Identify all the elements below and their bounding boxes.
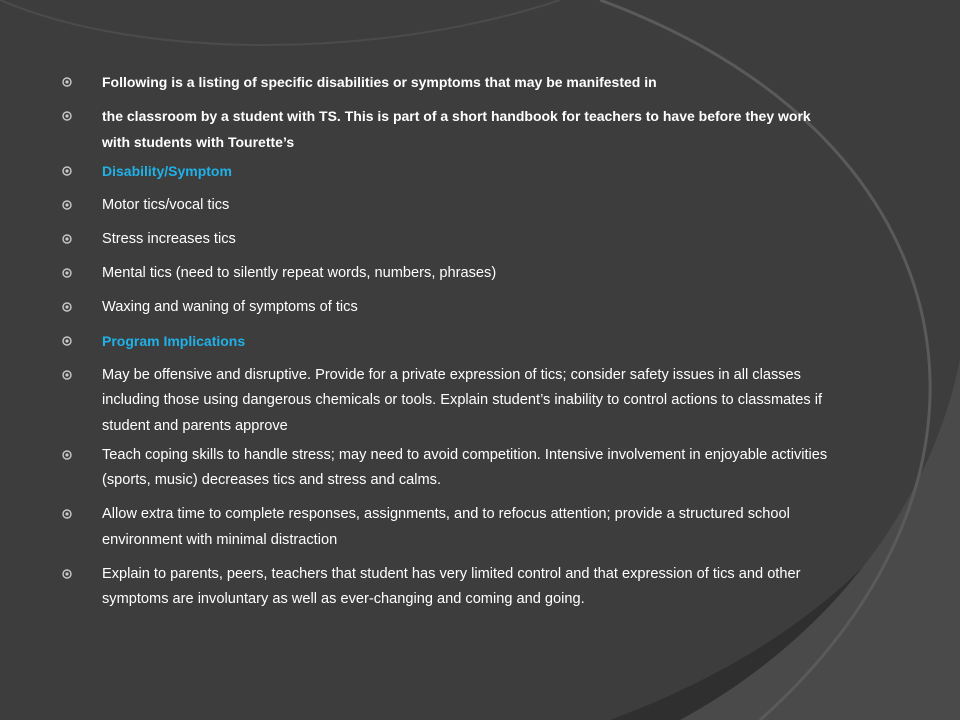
bullet-text: Mental tics (need to silently repeat words, numbers, phrases) [102, 264, 497, 281]
bullet-item-5 [62, 227, 832, 253]
bullet-item-8 [62, 329, 832, 355]
bullet-text: May be offensive and disruptive. Provide for a private expression of tics; consider safety issues in all classes including those using dangerous chemicals or tools. Explain student’s inability to control actions to classmates if student and parents approve [102, 366, 823, 434]
target-circle-icon [62, 166, 72, 176]
bullet-item-9 [62, 363, 832, 440]
bullet-text: Following is a listing of specific disabilities or symptoms that may be manifested in [102, 74, 657, 90]
target-circle-icon [62, 77, 72, 87]
bullet-text: Teach coping skills to handle stress; may need to avoid competition. Intensive involvement in enjoyable activities (sports, music) decreases tics and stress and calms. [102, 446, 828, 488]
target-circle-icon [62, 450, 72, 460]
bullet-item-11 [62, 502, 832, 553]
bullet-item-12 [62, 562, 832, 613]
bullet-text: Motor tics/vocal tics [102, 196, 230, 213]
bullet-item-2 [62, 104, 832, 155]
target-circle-icon [62, 234, 72, 244]
bullet-item-10 [62, 443, 832, 494]
target-circle-icon [62, 336, 72, 346]
bullet-text: Explain to parents, peers, teachers that student has very limited control and that expression of tics and other symptoms are involuntary as well as ever-changing and coming and going. [102, 565, 801, 607]
bullet-item-6 [62, 261, 832, 287]
target-circle-icon [62, 268, 72, 278]
bullet-item-7 [62, 295, 832, 321]
target-circle-icon [62, 200, 72, 210]
bullet-item-4 [62, 193, 832, 219]
bullet-text: Disability/Symptom [102, 162, 232, 179]
arc-line-top [0, 0, 560, 45]
bullet-text: the classroom by a student with TS. This is part of a short handbook for teachers to have before they work with students with Tourette’s [102, 108, 811, 150]
target-circle-icon [62, 509, 72, 519]
target-circle-icon [62, 569, 72, 579]
bullet-item-1 [62, 70, 832, 96]
bullet-text: Stress increases tics [102, 230, 236, 247]
bullet-text: Waxing and waning of symptoms of tics [102, 298, 358, 315]
target-circle-icon [62, 302, 72, 312]
bullet-text: Program Implications [102, 332, 246, 349]
bullet-text: Allow extra time to complete responses, assignments, and to refocus attention; provide a structured school environment with minimal distraction [102, 506, 790, 548]
target-circle-icon [62, 111, 72, 121]
bullet-item-3 [62, 159, 832, 185]
target-circle-icon [62, 370, 72, 380]
bullet-list [62, 70, 832, 621]
